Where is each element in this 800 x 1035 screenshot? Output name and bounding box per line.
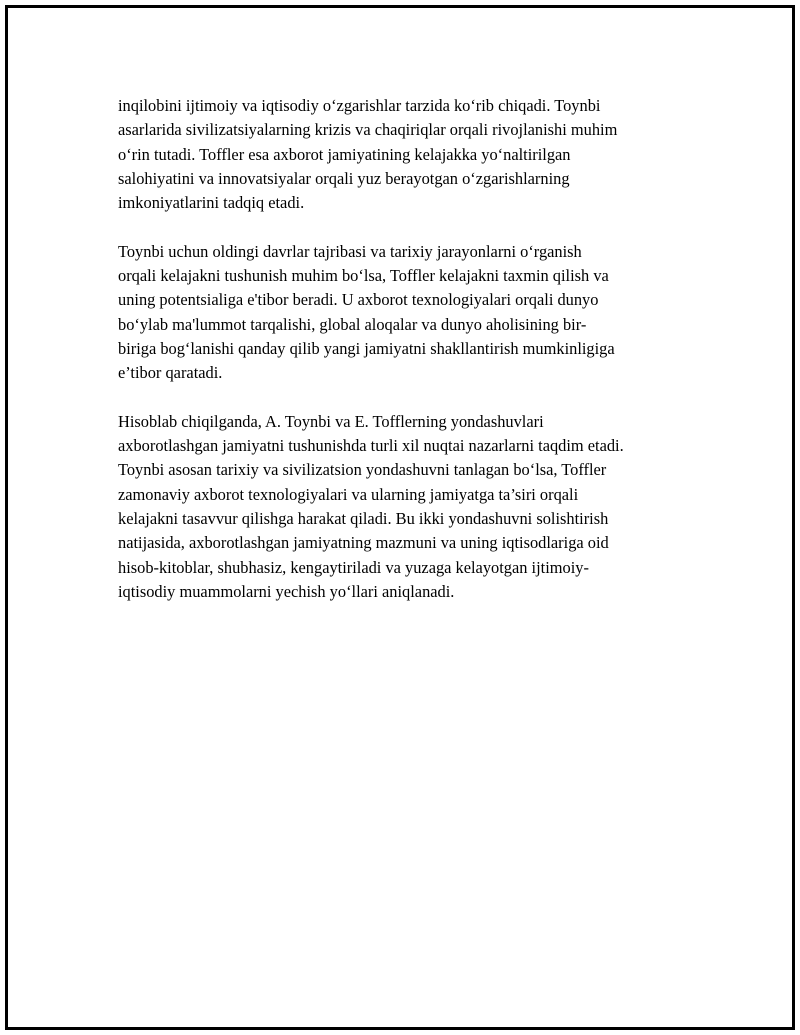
text-line: biriga bogʻlanishi qanday qilib yangi jamiyatni shakllantirish mumkinligiga	[118, 338, 615, 358]
document-body	[118, 94, 698, 629]
text-line: kelajakni tasavvur qilishga harakat qiladi. Bu ikki yondashuvni solishtirish	[118, 509, 609, 529]
text-line: uning potentsialiga e'tibor beradi. U axborot texnologiyalari orqali dunyo	[118, 290, 599, 310]
text-line: boʻylab ma'lummot tarqalishi, global aloqalar va dunyo aholisining bir-	[118, 314, 587, 334]
text-line: Toynbi uchun oldingi davrlar tajribasi va tarixiy jarayonlarni oʻrganish	[118, 241, 582, 261]
text-line: e’tibor qaratadi.	[118, 363, 223, 383]
text-line: natijasida, axborotlashgan jamiyatning mazmuni va uning iqtisodlariga oid	[118, 533, 609, 553]
text-line: orqali kelajakni tushunish muhim boʻlsa, Toffler kelajakni taxmin qilish va	[118, 266, 609, 286]
text-line: inqilobini ijtimoiy va iqtisodiy oʻzgarishlar tarzida koʻrib chiqadi. Toynbi	[118, 96, 601, 115]
paragraph-1	[118, 94, 698, 215]
text-line: Toynbi asosan tarixiy va sivilizatsion yondashuvni tanlagan boʻlsa, Toffler	[118, 460, 607, 480]
text-line: axborotlashgan jamiyatni tushunishda turli xil nuqtai nazarlarni taqdim etadi.	[118, 436, 624, 456]
paragraph-2	[118, 240, 698, 386]
text-line: iqtisodiy muammolarni yechish yoʻllari aniqlanadi.	[118, 581, 455, 601]
text-line: hisob-kitoblar, shubhasiz, kengaytiriladi va yuzaga kelayotgan ijtimoiy-	[118, 557, 589, 577]
text-line: zamonaviy axborot texnologiyalari va ularning jamiyatga ta’siri orqali	[118, 484, 579, 504]
paragraph-3	[118, 410, 698, 604]
text-line: asarlarida sivilizatsiyalarning krizis va chaqiriqlar orqali rivojlanishi muhim	[118, 120, 618, 140]
text-line: imkoniyatlarini tadqiq etadi.	[118, 193, 305, 213]
text-line: salohiyatini va innovatsiyalar orqali yuz berayotgan oʻzgarishlarning	[118, 168, 570, 188]
text-line: oʻrin tutadi. Toffler esa axborot jamiyatining kelajakka yoʻnaltirilgan	[118, 144, 571, 164]
text-line: Hisoblab chiqilganda, A. Toynbi va E. Tofflerning yondashuvlari	[118, 411, 544, 431]
